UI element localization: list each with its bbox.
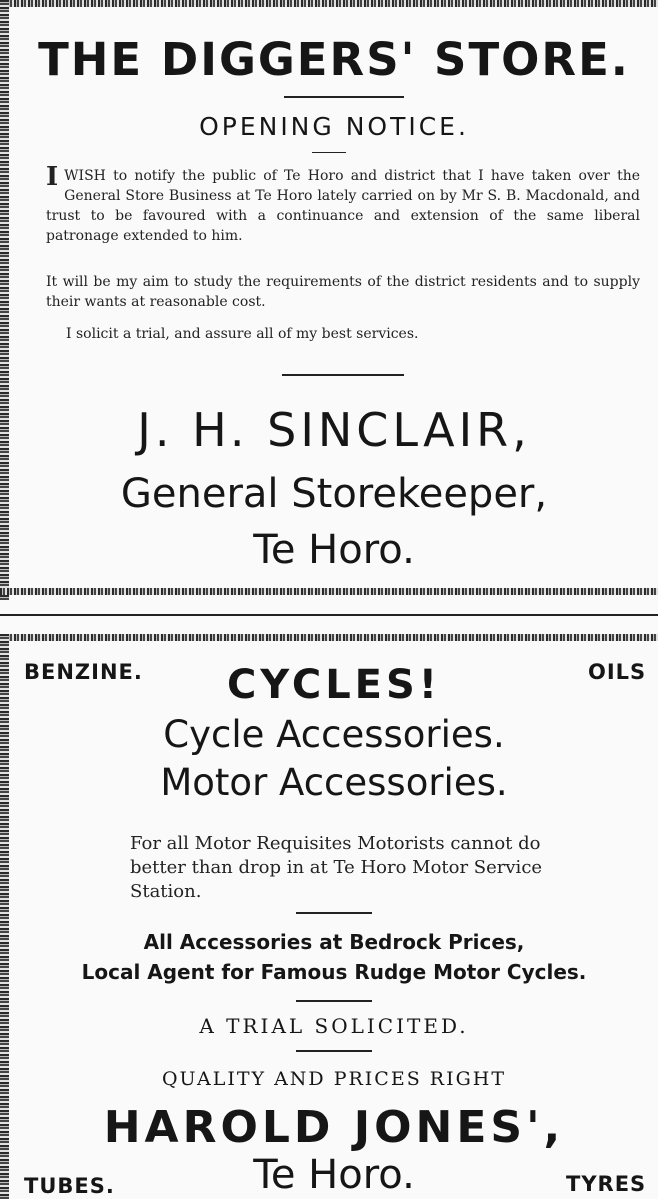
drop-cap: I	[46, 162, 59, 192]
proprietor-role: General Storekeeper,	[120, 471, 548, 517]
notice-paragraph	[46, 162, 640, 246]
rudge-agent-line: Local Agent for Famous Rudge Motor Cycles.	[81, 960, 587, 984]
aim-paragraph: It will be my aim to study the requirements of the district residents and to supply their wants at reasonable cost.	[46, 274, 640, 310]
notice-paragraph-text: WISH to notify the public of Te Horo and district that I have taken over the General Store Business at Te Horo lately carried on by Mr S. B. Macdonald, and trust to be favoured with a continuance and extension of the same liberal patronage extended to him.	[46, 168, 640, 244]
divider	[282, 374, 404, 376]
solicit-paragraph: I solicit a trial, and assure all of my best services.	[66, 326, 419, 342]
top-ornamental-border	[0, 634, 658, 641]
oils-label: OILS	[588, 660, 647, 684]
tubes-label: TUBES.	[24, 1174, 115, 1198]
motor-requisites-paragraph: For all Motor Requisites Motorists cannot do better than drop in at Te Horo Motor Service Station.	[130, 833, 543, 902]
cycles-heading: CYCLES!	[226, 662, 442, 708]
proprietor-name: J. H. SINCLAIR,	[137, 403, 531, 457]
top-ornamental-border	[0, 0, 658, 7]
bedrock-prices-line: All Accessories at Bedrock Prices,	[143, 930, 525, 954]
benzine-label: BENZINE.	[24, 660, 143, 684]
opening-notice-heading: OPENING NOTICE.	[199, 112, 469, 141]
divider	[312, 152, 346, 153]
cycle-accessories-heading: Cycle Accessories.	[163, 713, 505, 756]
location: Te Horo.	[253, 527, 415, 573]
tyres-label: TYRES	[566, 1172, 647, 1196]
quality-prices-line: QUALITY AND PRICES RIGHT	[161, 1068, 506, 1090]
left-ornamental-border	[0, 0, 9, 600]
column-separator	[0, 614, 658, 616]
dealer-location: Te Horo.	[253, 1152, 415, 1198]
divider	[284, 96, 404, 98]
motor-accessories-heading: Motor Accessories.	[160, 761, 508, 804]
divider	[296, 1000, 372, 1002]
left-ornamental-border	[0, 634, 9, 1199]
bottom-ornamental-border	[0, 588, 658, 595]
divider	[296, 1050, 372, 1052]
dealer-name: HAROLD JONES',	[103, 1102, 565, 1153]
trial-solicited-line: A TRIAL SOLICITED.	[199, 1014, 469, 1038]
store-title: THE DIGGERS' STORE.	[38, 33, 630, 86]
divider	[296, 912, 372, 914]
